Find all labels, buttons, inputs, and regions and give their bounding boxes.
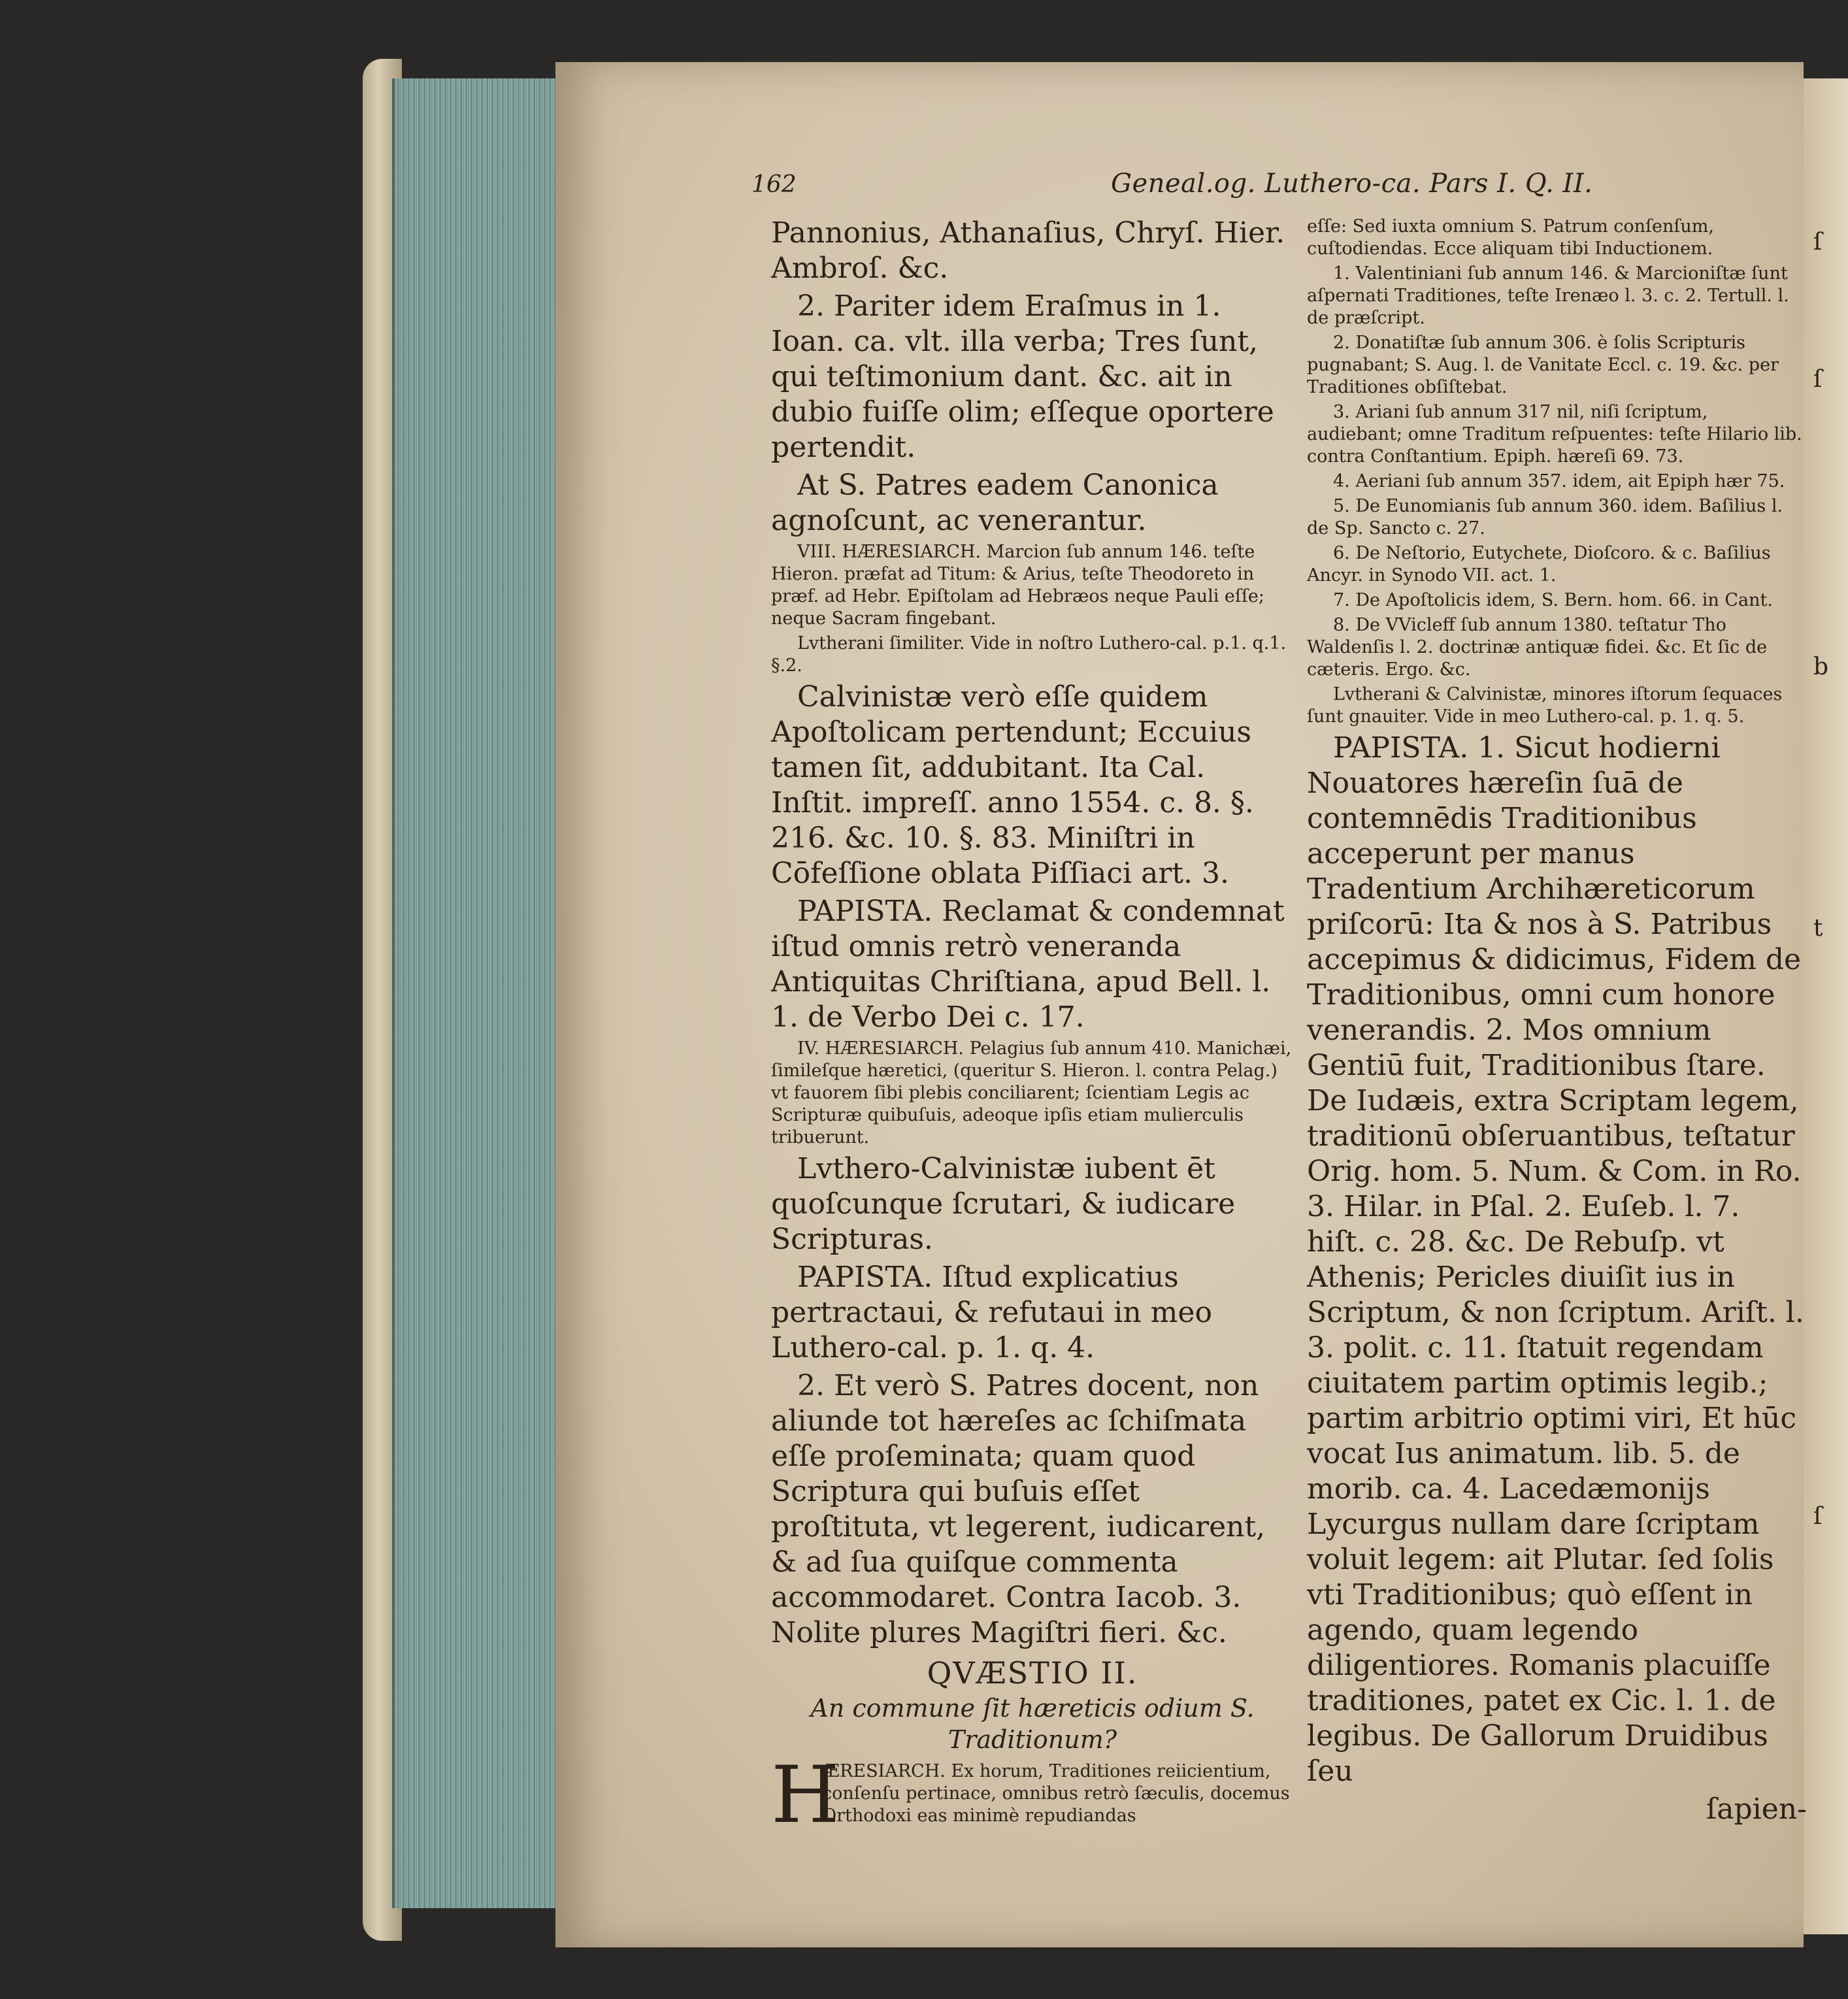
drop-paragraph-text: ÆRESIARCH. Ex horum, Traditiones reiicientium, conſenſu pertinace, omnibus retrò ſæculis, docemus Orthodoxi eas minimè repudiandas [822, 1761, 1290, 1826]
paragraph: 6. De Neſtorio, Eutychete, Dioſcoro. & c. Baſilius Ancyr. in Synodo VII. act. 1. [1307, 543, 1771, 586]
facing-margin-letter: ſ [1813, 366, 1823, 393]
paragraph: Calvinistæ verò eſſe quidem Apoſtolicam pertendunt; Eccuius tamen ſit, addubitant. Ita Cal. Inſtit. impreſſ. anno 1554. c. 8. §. 216. &c. 10. §. 83. Miniſtri in Cōfeſſione oblata Piſſiaci art. 3. [771, 680, 1254, 890]
paragraph: PAPISTA. Iſtud explicatius pertractaui, & refutaui in meo Luthero-cal. p. 1. q. 4. [771, 1261, 1212, 1364]
facing-margin-letter: ſ [1813, 229, 1823, 256]
paragraph: VIII. HÆRESIARCH. Marcion ſub annum 146. teſte Hieron. præfat ad Titum: & Arius, teſte Theodoreto in præf. ad Hebr. Epiſtolam ad Hebræos neque Pauli eſſe; neque Sacram fingebant. [771, 542, 1264, 629]
right-column [1307, 216, 1807, 1830]
drop-cap: H [771, 1750, 840, 1841]
paragraph: PAPISTA. Reclamat & condemnat iſtud omnis retrò veneranda Antiquitas Chriſtiana, apud Bell. l. 1. de Verbo Dei c. 17. [771, 895, 1285, 1034]
question-subtitle: An commune ſit hæreticis odium S. Traditionum? [810, 1694, 1255, 1754]
paragraph: IV. HÆRESIARCH. Pelagius ſub annum 410. Manichæi, ſimileſque hæretici, (queritur S. Hieron. l. contra Pelag.) vt fauorem ſibi plebis conciliarent; ſcientiam Legis ac Scripturæ quibuſuis, adeoque ipſis etiam mulierculis tribuerunt. [771, 1038, 1292, 1148]
paragraph: 2. Donatiſtæ ſub annum 306. è ſolis Scripturis pugnabant; S. Aug. l. de Vanitate Eccl. c. 19. &c. per Traditiones obſiſtebat. [1307, 333, 1779, 397]
paragraph: PAPISTA. 1. Sicut hodierni Nouatores hæreſin ſuā de contemnēdis Traditionibus acceperunt per manus Tradentium Archihæreticorum priſcorū: Ita & nos à S. Patribus accepimus & didicimus, Fidem de Traditionibus, omni cum honore venerandis. 2. Mos omnium Gentiū fuit, Traditionibus ſtare. De Iudæis, extra Scriptam legem, traditionū obſeruantibus, teſtatur Orig. hom. 5. Num. & Com. in Ro. 3. Hilar. in Pſal. 2. Euſeb. l. 7. hiſt. c. 28. &c. De Rebuſp. vt Athenis; Pericles diuiſit ius in Scriptum, & non ſcriptum. Ariſt. l. 3. polit. c. 11. ſtatuit regendam ciuitatem partim optimis legib.; partim arbitrio optimi viri, Et hūc vocat Ius animatum. lib. 5. de morib. ca. 4. Lacedæmonijs Lycurgus nullam dare ſcriptam voluit legem: ait Plutar. ſed ſolis vti Traditionibus; quò eſſent in agendo, quam legendo diligentiores. Romanis placuiſſe traditiones, patet ex Cic. l. 1. de legibus. De Gallorum Druidibus ſeu [1307, 731, 1804, 1788]
left-column [771, 216, 1294, 1841]
paragraph: 5. De Eunomianis ſub annum 360. idem. Baſilius l. de Sp. Sancto c. 27. [1307, 496, 1783, 538]
paragraph: Lvtherani & Calvinistæ, minores iſtorum ſequaces ſunt gnauiter. Vide in meo Luthero-cal. p. 1. q. 5. [1307, 684, 1783, 727]
paragraph: 2. Et verò S. Patres docent, non aliunde tot hæreſes ac ſchiſmata eſſe proſeminata; quam quod Scriptura qui buſuis eſſet proſtituta, vt legerent, iudicarent, & ad ſua quiſque commenta accommodaret. Contra Iacob. 3. Nolite plures Magiſtri fieri. &c. [771, 1369, 1266, 1649]
drop-cap-paragraph [771, 1750, 1294, 1841]
facing-page-edge [1804, 78, 1848, 1934]
page-block-edges [392, 78, 558, 1908]
paragraph: Pannonius, Athanaſius, Chryſ. Hier. Ambroſ. &c. [771, 216, 1285, 285]
facing-margin-letter: t [1813, 915, 1823, 942]
paragraph: 4. Aeriani ſub annum 357. idem, ait Epiph hær 75. [1333, 471, 1785, 491]
running-head-title: Geneal.og. Luthero-ca. Pars I. Q. II. [1111, 169, 1593, 199]
paragraph: 3. Ariani ſub annum 317 nil, niſi ſcriptum, audiebant; omne Traditum reſpuentes: teſte Hilario lib. contra Conſtantium. Epiph. hæreſi 69. 73. [1307, 402, 1802, 467]
paragraph: 1. Valentiniani ſub annum 146. & Marcioniſtæ ſunt aſpernati Traditiones, teſte Irenæo l. 3. c. 2. Tertull. l. de præſcript. [1307, 263, 1789, 328]
paragraph: Lvthero-Calvinistæ iubent ēt quoſcunque ſcrutari, & iudicare Scripturas. [771, 1152, 1236, 1256]
paragraph: 2. Pariter idem Eraſmus in 1. Ioan. ca. vlt. illa verba; Tres ſunt, qui teſtimonium dant. &c. ait in dubio fuiſſe olim; eſſeque oportere pertendit. [771, 289, 1274, 464]
facing-margin-letter: ſ [1813, 1503, 1823, 1530]
catchword: ſapien- [1706, 1792, 1807, 1826]
facing-margin-letter: b [1813, 653, 1829, 680]
paragraph: 7. De Apoſtolicis idem, S. Bern. hom. 66. in Cant. [1333, 590, 1773, 610]
page-number: 162 [751, 171, 797, 198]
paragraph: eſſe: Sed iuxta omnium S. Patrum conſenſum, cuſtodiendas. Ecce aliquam tibi Inductionem. [1307, 216, 1714, 259]
paragraph: Lvtherani ſimiliter. Vide in noſtro Luthero-cal. p.1. q.1. §.2. [771, 633, 1287, 676]
question-title: QVÆSTIO II. [927, 1655, 1138, 1691]
paragraph: 8. De VVicleff ſub annum 1380. teſtatur Tho Waldenſis l. 2. doctrinæ antiquæ fidei. &c. Et ſic de cæteris. Ergo. &c. [1307, 615, 1768, 680]
paragraph: At S. Patres eadem Canonica agnoſcunt, ac venerantur. [771, 469, 1219, 537]
